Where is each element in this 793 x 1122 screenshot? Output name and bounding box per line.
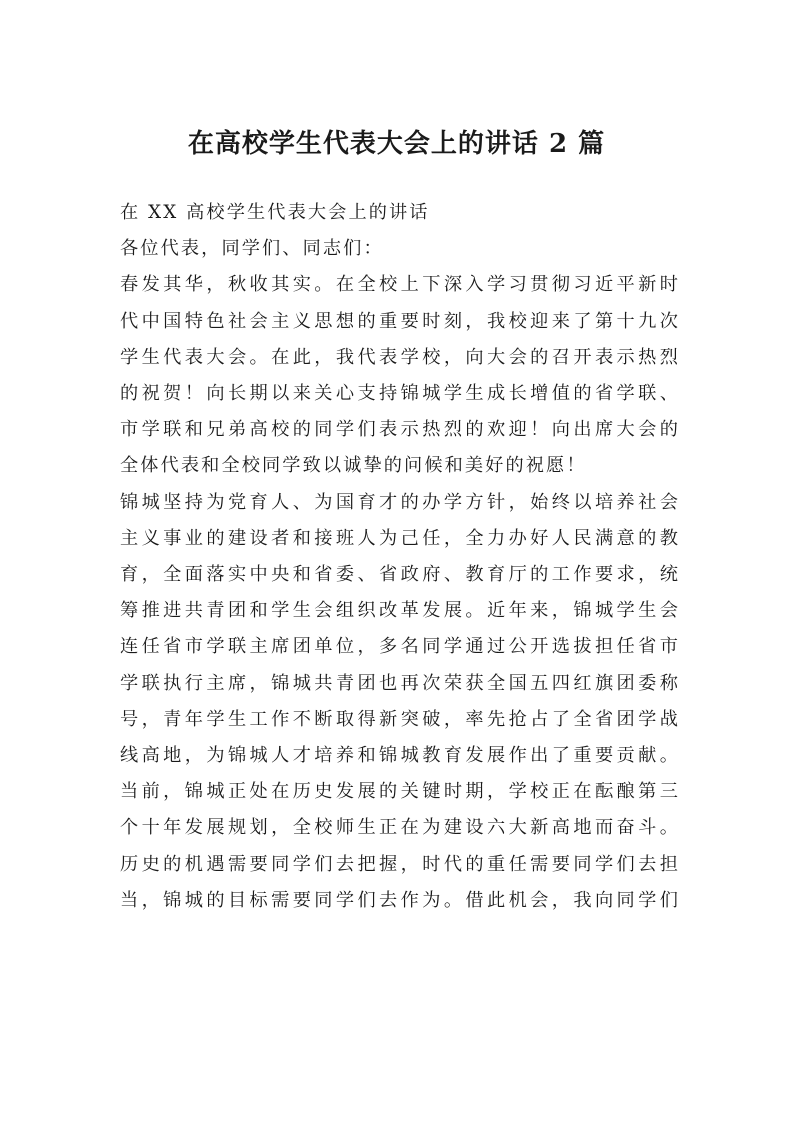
- text-line: 线高地，为锦城人才培养和锦城教育发展作出了重要贡献。: [120, 745, 680, 767]
- text-line: 市学联和兄弟高校的同学们表示热烈的欢迎！向出席大会的: [120, 419, 680, 441]
- text-line: 全体代表和全校同学致以诚挚的问候和美好的祝愿！: [120, 455, 587, 477]
- document-body: [120, 195, 680, 919]
- text-line: 连任省市学联主席团单位，多名同学通过公开选拔担任省市: [120, 636, 680, 658]
- text-line: 学生代表大会。在此，我代表学校，向大会的召开表示热烈: [120, 346, 680, 368]
- text-line: 历史的机遇需要同学们去把握，时代的重任需要同学们去担: [120, 853, 680, 875]
- subtitle-line: [120, 195, 680, 231]
- text-line: 各位代表，同学们、同志们：: [120, 238, 384, 260]
- paragraph: [120, 485, 680, 775]
- text-line: 的祝贺！向长期以来关心支持锦城学生成长增值的省学联、: [120, 383, 680, 405]
- text-line: 主义事业的建设者和接班人为己任，全力办好人民满意的教: [120, 527, 680, 549]
- text-line: 个十年发展规划，全校师生正在为建设六大新高地而奋斗。: [120, 817, 680, 839]
- text-line: 育，全面落实中央和省委、省政府、教育厅的工作要求，统: [120, 564, 680, 586]
- text-line: 学联执行主席，锦城共青团也再次荣获全国五四红旗团委称: [120, 672, 680, 694]
- text-line: 代中国特色社会主义思想的重要时刻，我校迎来了第十九次: [120, 310, 680, 332]
- text-line: 筹推进共青团和学生会组织改革发展。近年来，锦城学生会: [120, 600, 680, 622]
- salutation-line: [120, 231, 680, 267]
- document-title: 在高校学生代表大会上的讲话 2 篇: [187, 129, 606, 159]
- text-line: 在 XX 高校学生代表大会上的讲话: [120, 202, 430, 223]
- text-line: 锦城坚持为党育人、为国育才的办学方针，始终以培养社会: [120, 491, 680, 513]
- text-line: 号，青年学生工作不断取得新突破，率先抢占了全省团学战: [120, 708, 680, 730]
- paragraph: [120, 774, 680, 919]
- paragraph: [120, 267, 680, 484]
- text-line: 春发其华，秋收其实。在全校上下深入学习贯彻习近平新时: [120, 274, 680, 296]
- text-line: 当，锦城的目标需要同学们去作为。借此机会，我向同学们: [120, 889, 680, 911]
- text-line: 当前，锦城正处在历史发展的关键时期，学校正在酝酿第三: [120, 781, 680, 803]
